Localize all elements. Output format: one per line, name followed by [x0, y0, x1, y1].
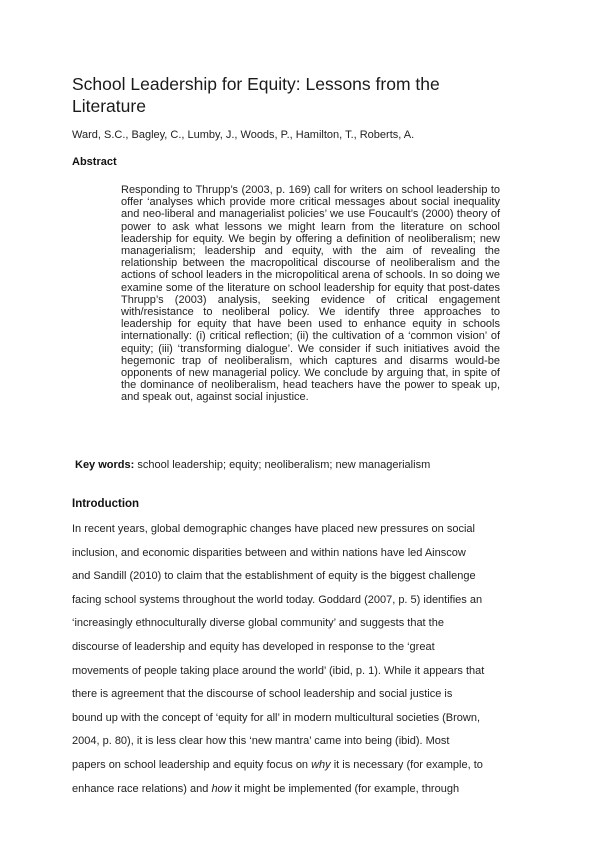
emphasis-why: why	[311, 758, 331, 771]
intro-text-segment: it is necessary (for example, to	[330, 758, 483, 771]
intro-line: and Sandill (2010) to claim that the establishment of equity is the biggest challenge	[72, 570, 476, 583]
intro-line: 2004, p. 80), it is less clear how this ‘new mantra’ came into being (ibid). Most	[72, 735, 450, 748]
introduction-body	[72, 518, 527, 801]
paper-title	[72, 73, 542, 117]
title-line-2: Literature	[72, 96, 146, 116]
abstract-heading: Abstract	[72, 156, 117, 168]
intro-line: inclusion, and economic disparities between and within nations have led Ainscow	[72, 546, 466, 559]
title-line-1: School Leadership for Equity: Lessons from the	[72, 74, 440, 94]
intro-line	[72, 754, 527, 778]
intro-line: movements of people taking place around the world’ (ibid, p. 1). While it appears that	[72, 664, 485, 677]
keywords-label: Key words:	[75, 459, 135, 471]
intro-line: In recent years, global demographic changes have placed new pressures on social	[72, 523, 475, 535]
author-list: Ward, S.C., Bagley, C., Lumby, J., Woods, P., Hamilton, T., Roberts, A.	[72, 129, 415, 141]
introduction-heading: Introduction	[72, 498, 140, 510]
intro-text-segment: enhance race relations) and	[72, 782, 212, 795]
intro-text-segment: it might be implemented (for example, through	[231, 782, 460, 795]
intro-line: there is agreement that the discourse of school leadership and social justice is	[72, 688, 453, 701]
intro-line: discourse of leadership and equity has developed in response to the ‘great	[72, 640, 435, 653]
abstract-text: Responding to Thrupp’s (2003, p. 169) call for writers on school leadership to offer ‘analyses which provide more critical messages about social inequality and neo-liberal and managerialist policies’ we use Foucault’s (2000) theory of power to ask what lessons we might learn from the literature on school leadership for equity. We begin by offering a definition of neoliberalism; new managerialism; leadership and equity, with the aim of revealing the relationship between the macropolitical discourse of neoliberalism and the actions of school leaders in the micropolitical arena of schools. In so doing we examine some of the literature on school leadership for equity that post-dates Thrupp’s (2003) analysis, seeking evidence of critical engagement with/resistance to neoliberal policy. We identify three approaches to leadership for equity that have been used to enhance equity in schools internationally: (i) critical reflection; (ii) the cultivation of a ‘common vision’ of equity; (iii) ‘transforming dialogue’. We consider if such initiatives avoid the hegemonic trap of neoliberalism, which captures and disarms would-be opponents of new managerial policy. We conclude by arguing that, in spite of the dominance of neoliberalism, head teachers have the power to speak up, and speak out, against social injustice.	[121, 184, 500, 404]
intro-line: facing school systems throughout the world today. Goddard (2007, p. 5) identifies an	[72, 593, 483, 606]
emphasis-how: how	[211, 782, 232, 795]
keywords-text: school leadership; equity; neoliberalism; new managerialism	[137, 459, 431, 471]
intro-line: bound up with the concept of ‘equity for all’ in modern multicultural societies (Brown,	[72, 711, 481, 724]
intro-text-segment: papers on school leadership and equity focus on	[72, 758, 312, 771]
intro-line	[72, 778, 527, 802]
intro-line: ‘increasingly ethnoculturally diverse global community’ and suggests that the	[72, 617, 444, 630]
keywords	[75, 458, 555, 472]
